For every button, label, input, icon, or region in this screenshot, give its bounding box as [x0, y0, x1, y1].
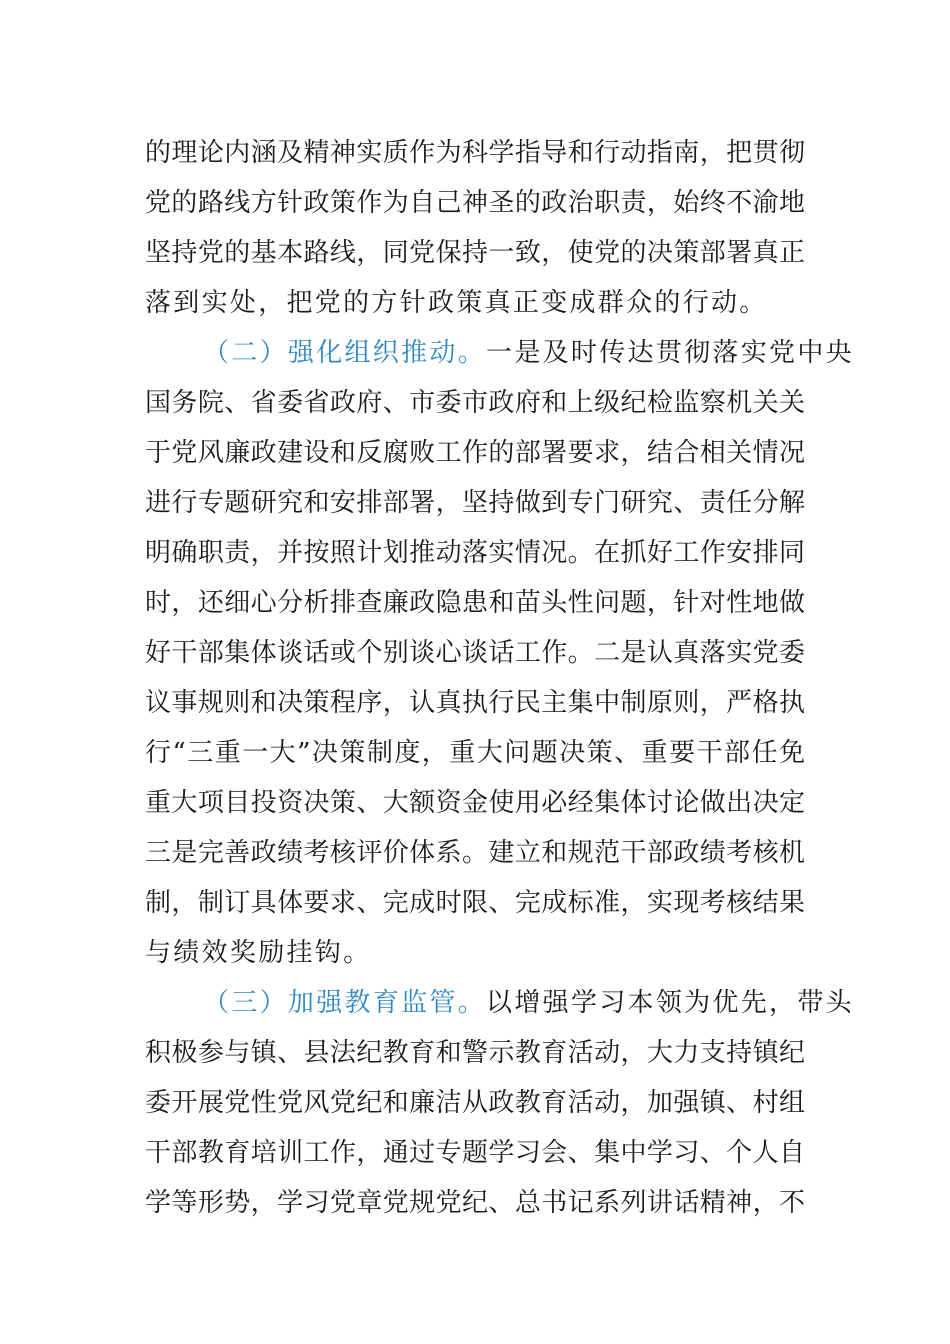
paragraph-line: 议事规则和决策程序，认真执行民主集中制原则，严格执 [145, 688, 805, 718]
paragraph-line: 明确职责，并按照计划推动落实情况。在抓好工作安排同 [145, 538, 805, 568]
paragraph-line: 与绩效奖励挂钩。 [145, 938, 372, 968]
paragraph-line: 党的路线方针政策作为自己神圣的政治职责，始终不渝地 [145, 188, 805, 218]
document-body [145, 128, 854, 1228]
section-3-heading: （三）加强教育监管。 [203, 988, 487, 1018]
section-3-first-line-text: 以增强学习本领为优先，带头 [486, 988, 854, 1018]
paragraph-line: 制，制订具体要求、完成时限、完成标准，实现考核结果 [145, 888, 805, 918]
section-2-first-line-text: 一是及时传达贯彻落实党中央 [486, 338, 854, 368]
section-2-heading: （二）强化组织推动。 [203, 338, 487, 368]
paragraph-line: 于党风廉政建设和反腐败工作的部署要求，结合相关情况 [145, 438, 805, 468]
paragraph-line: 三是完善政绩考核评价体系。建立和规范干部政绩考核机 [145, 838, 805, 868]
paragraph-line: 的理论内涵及精神实质作为科学指导和行动指南，把贯彻 [145, 138, 805, 168]
paragraph-line: 好干部集体谈话或个别谈心谈话工作。二是认真落实党委 [145, 638, 805, 668]
paragraph-line: 落到实处，把党的方针政策真正变成群众的行动。 [145, 288, 768, 318]
section-3-first-line [145, 978, 854, 1028]
section-2-first-line [145, 328, 854, 378]
paragraph-line: 委开展党性党风党纪和廉洁从政教育活动，加强镇、村组 [145, 1088, 805, 1118]
paragraph-line: 学等形势，学习党章党规党纪、总书记系列讲话精神，不 [145, 1188, 805, 1218]
paragraph-line: 行“三重一大”决策制度，重大问题决策、重要干部任免 [145, 738, 805, 768]
paragraph-line: 干部教育培训工作，通过专题学习会、集中学习、个人自 [145, 1138, 805, 1168]
paragraph-line: 国务院、省委省政府、市委市政府和上级纪检监察机关关 [145, 388, 805, 418]
paragraph-line: 重大项目投资决策、大额资金使用必经集体讨论做出决定 [145, 788, 805, 818]
paragraph-line: 进行专题研究和安排部署，坚持做到专门研究、责任分解 [145, 488, 805, 518]
paragraph-line: 积极参与镇、县法纪教育和警示教育活动，大力支持镇纪 [145, 1038, 805, 1068]
paragraph-line: 时，还细心分析排查廉政隐患和苗头性问题，针对性地做 [145, 588, 805, 618]
paragraph-line: 坚持党的基本路线，同党保持一致，使党的决策部署真正 [145, 238, 805, 268]
